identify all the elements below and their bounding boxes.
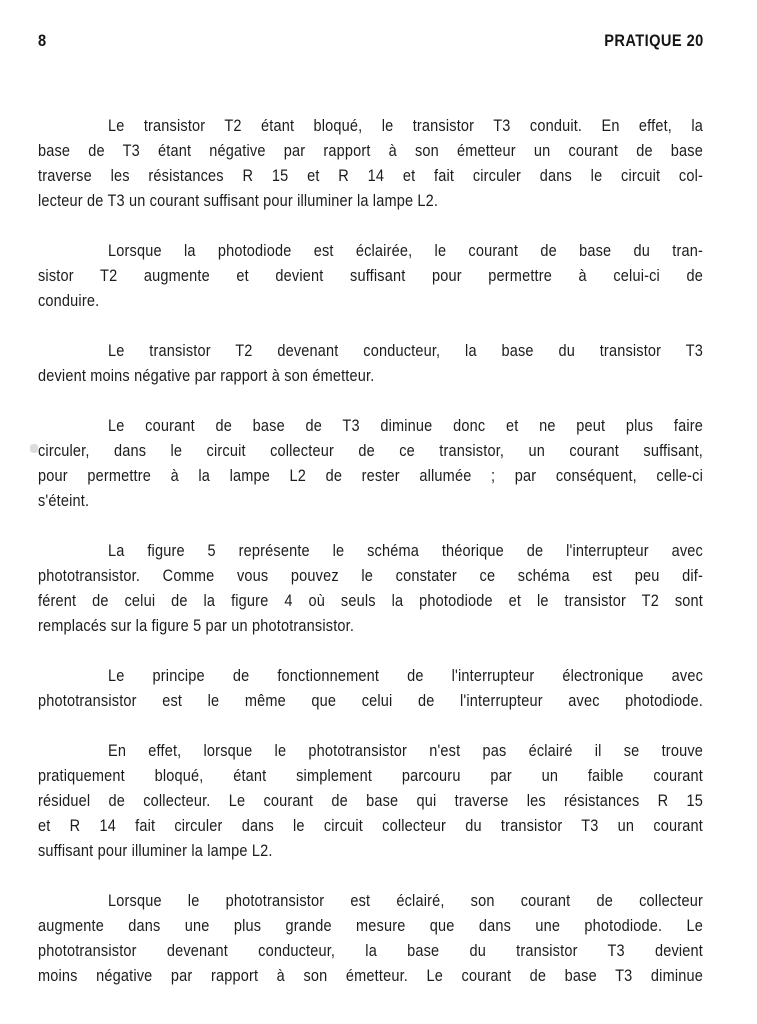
line-text: Le transistor T2 devenant conducteur, la base du transistor T3 bbox=[108, 341, 703, 360]
line-text: Lorsque la photodiode est éclairée, le courant de base du tran- bbox=[108, 241, 703, 260]
line-text: résiduel de collecteur. Le courant de base qui traverse les résistances R 15 bbox=[38, 791, 703, 810]
line-text: Le courant de base de T3 diminue donc et ne peut plus faire bbox=[108, 416, 703, 435]
text-line bbox=[38, 238, 703, 263]
line-text: sistor T2 augmente et devient suffisant pour permettre à celui-ci de bbox=[38, 266, 703, 285]
text-line bbox=[38, 438, 703, 463]
text-line bbox=[38, 363, 703, 388]
line-text: traverse les résistances R 15 et R 14 et fait circuler dans le circuit col- bbox=[38, 166, 703, 185]
line-text: pratiquement bloqué, étant simplement parcouru par un faible courant bbox=[38, 766, 703, 785]
line-text: moins négative par rapport à son émetteur. Le courant de base T3 diminue bbox=[38, 966, 703, 985]
text-line bbox=[38, 488, 703, 513]
line-text: remplacés sur la figure 5 par un phototransistor. bbox=[38, 616, 355, 635]
text-line bbox=[38, 288, 703, 313]
text-line bbox=[38, 613, 703, 638]
line-text: suffisant pour illuminer la lampe L2. bbox=[38, 841, 273, 860]
line-text: La figure 5 représente le schéma théorique de l'interrupteur avec bbox=[108, 541, 703, 560]
text-line bbox=[38, 663, 703, 688]
text-line bbox=[38, 763, 703, 788]
line-text: pour permettre à la lampe L2 de rester allumée ; par conséquent, celle-ci bbox=[38, 466, 703, 485]
text-line bbox=[38, 738, 703, 763]
line-text: Lorsque le phototransistor est éclairé, son courant de collecteur bbox=[108, 891, 703, 910]
line-text: Le principe de fonctionnement de l'interrupteur électronique avec bbox=[108, 666, 703, 685]
text-line bbox=[38, 588, 703, 613]
text-line bbox=[38, 938, 703, 963]
text-line bbox=[38, 813, 703, 838]
line-text: conduire. bbox=[38, 291, 100, 310]
line-text: base de T3 étant négative par rapport à son émetteur un courant de base bbox=[38, 141, 703, 160]
line-text: augmente dans une plus grande mesure que dans une photodiode. Le bbox=[38, 916, 703, 935]
text-line bbox=[38, 188, 703, 213]
line-text: circuler, dans le circuit collecteur de ce transistor, un courant suffisant, bbox=[38, 441, 703, 460]
line-text: phototransistor. Comme vous pouvez le constater ce schéma est peu dif- bbox=[38, 566, 703, 585]
text-line bbox=[38, 688, 703, 713]
text-line bbox=[38, 263, 703, 288]
running-title: PRATIQUE 20 bbox=[604, 31, 704, 50]
text-line bbox=[38, 913, 703, 938]
line-text: En effet, lorsque le phototransistor n'est pas éclairé il se trouve bbox=[108, 741, 703, 760]
line-text: phototransistor est le même que celui de l'interrupteur avec photodiode. bbox=[38, 691, 703, 710]
line-text: phototransistor devenant conducteur, la base du transistor T3 devient bbox=[38, 941, 703, 960]
text-line bbox=[38, 963, 703, 988]
line-text: et R 14 fait circuler dans le circuit collecteur du transistor T3 un courant bbox=[38, 816, 703, 835]
line-text: férent de celui de la figure 4 où seuls la photodiode et le transistor T2 sont bbox=[38, 591, 703, 610]
text-line bbox=[38, 463, 703, 488]
scan-smudge bbox=[30, 444, 38, 453]
line-text: lecteur de T3 un courant suffisant pour illuminer la lampe L2. bbox=[38, 191, 439, 210]
line-text: devient moins négative par rapport à son émetteur. bbox=[38, 366, 375, 385]
text-line bbox=[38, 563, 703, 588]
line-text: Le transistor T2 étant bloqué, le transistor T3 conduit. En effet, la bbox=[108, 116, 703, 135]
text-line bbox=[38, 413, 703, 438]
text-line bbox=[38, 338, 703, 363]
page-number: 8 bbox=[38, 31, 47, 50]
text-line bbox=[38, 838, 703, 863]
text-line bbox=[38, 163, 703, 188]
text-line bbox=[38, 788, 703, 813]
text-line bbox=[38, 113, 703, 138]
text-line bbox=[38, 538, 703, 563]
text-line bbox=[38, 888, 703, 913]
text-line bbox=[38, 138, 703, 163]
line-text: s'éteint. bbox=[38, 491, 90, 510]
